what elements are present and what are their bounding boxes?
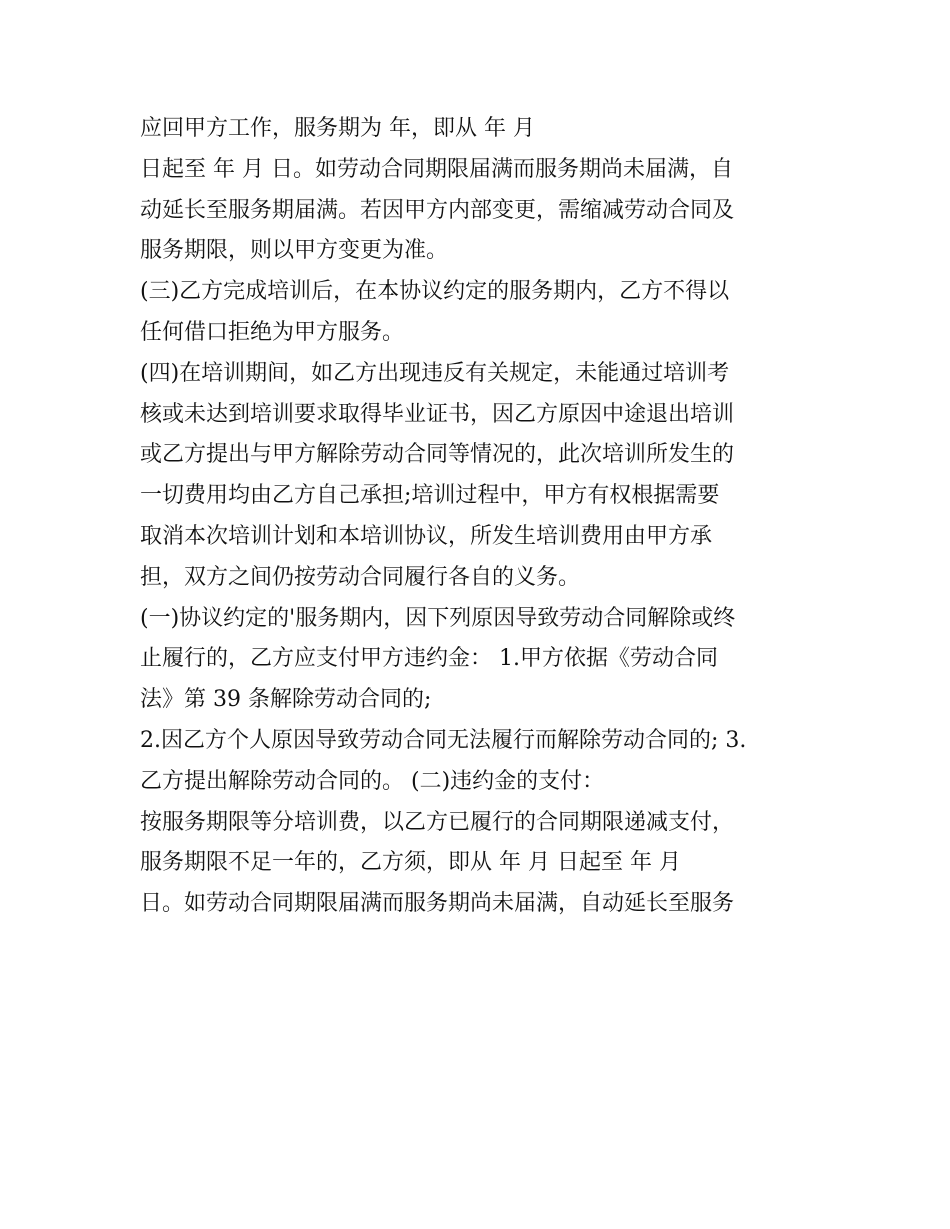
text-line: 2.因乙方个人原因导致劳动合同无法履行而解除劳动合同的; 3. xyxy=(140,727,747,753)
text-line: 法》第 39 条解除劳动合同的; xyxy=(140,687,432,713)
text-line: 服务期限，则以甲方变更为准。 xyxy=(140,238,449,264)
text-line: 日起至 年 月 日。如劳动合同期限届满而服务期尚未届满，自 xyxy=(140,156,733,182)
text-line: 止履行的，乙方应支付甲方违约金： 1.甲方依据《劳动合同 xyxy=(140,646,718,672)
text-line: 任何借口拒绝为甲方服务。 xyxy=(140,319,405,345)
text-line: 应回甲方工作，服务期为 年，即从 年 月 xyxy=(140,116,535,141)
text-line: 取消本次培训计划和本培训协议，所发生培训费用由甲方承 xyxy=(140,523,713,549)
text-line: 乙方提出解除劳动合同的。 (二)违约金的支付： xyxy=(140,768,605,794)
text-line: 动延长至服务期届满。若因甲方内部变更，需缩减劳动合同及 xyxy=(140,197,735,223)
text-line: 按服务期限等分培训费，以乙方已履行的合同期限递减支付， xyxy=(140,809,735,835)
contract-text xyxy=(140,109,830,925)
text-line: (三)乙方完成培训后，在本协议约定的服务期内，乙方不得以 xyxy=(140,279,730,305)
text-line: 日。如劳动合同期限届满而服务期尚未届满，自动延长至服务 xyxy=(140,891,735,917)
text-line: (四)在培训期间，如乙方出现违反有关规定，未能通过培训考 xyxy=(140,360,730,386)
text-line: 一切费用均由乙方自己承担;培训过程中，甲方有权根据需要 xyxy=(140,483,720,509)
text-line: 核或未达到培训要求取得毕业证书，因乙方原因中途退出培训 xyxy=(140,401,735,427)
text-line: 服务期限不足一年的，乙方须，即从 年 月 日起至 年 月 xyxy=(140,850,681,876)
text-line: 担，双方之间仍按劳动合同履行各自的义务。 xyxy=(140,564,581,590)
text-line: (一)协议约定的'服务期内，因下列原因导致劳动合同解除或终 xyxy=(140,605,736,631)
text-line: 或乙方提出与甲方解除劳动合同等情况的，此次培训所发生的 xyxy=(140,442,735,468)
